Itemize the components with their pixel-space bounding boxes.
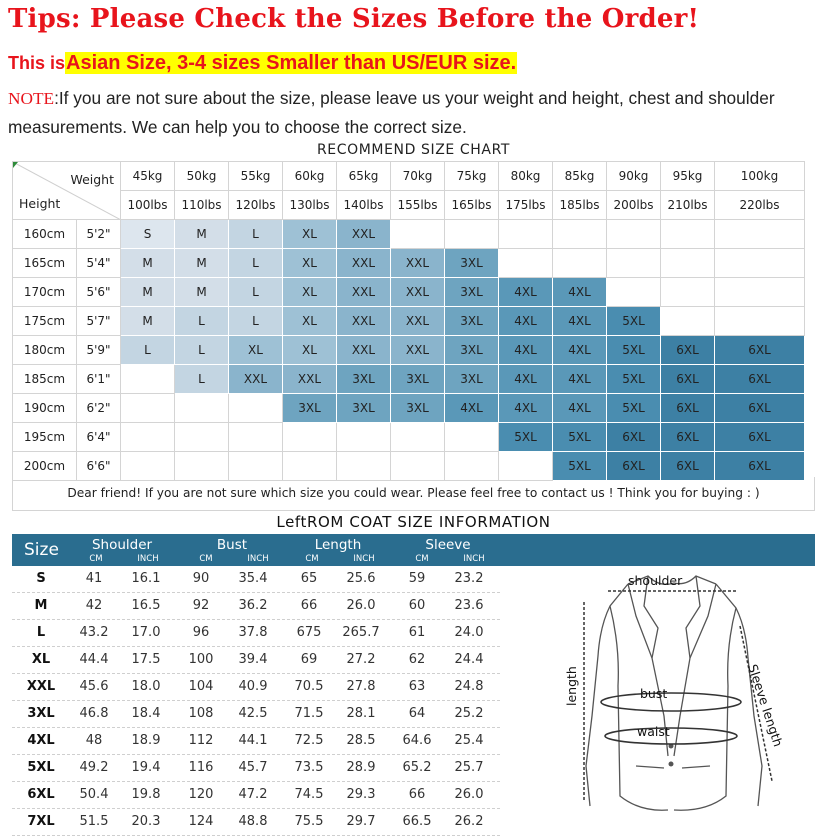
notice-prefix: This is [8,53,66,73]
coat-size-row [12,620,500,647]
weight-lbs-header: 210lbs [661,191,715,220]
coat-measure-value: 96 [192,625,210,640]
coat-measure-value: 25.2 [454,706,484,721]
contact-footer: Dear friend! If you are not sure which size you could wear. Please feel free to contact us ! Think you for buying : ) [12,477,815,511]
weight-kg-header: 90kg [607,162,661,191]
coat-size-row [12,566,500,593]
note-paragraph [8,84,813,141]
height-cm: 165cm [13,249,77,278]
height-cm: 195cm [13,423,77,452]
size-cell: L [121,336,175,365]
coat-measure-value: 64 [408,706,426,721]
coat-measure-value: 61 [408,625,426,640]
size-grid-row [13,336,805,365]
coat-measure-value: 45.7 [238,760,268,775]
size-cell: L [229,220,283,249]
coat-group-header: Sleeve [425,537,471,553]
weight-lbs-header: 200lbs [607,191,661,220]
size-cell: 6XL [715,394,805,423]
coat-measure-value: 18.0 [131,679,161,694]
size-cell: XXL [391,336,445,365]
size-cell: 5XL [553,423,607,452]
size-cell: 6XL [607,423,661,452]
coat-measure-value: 59 [408,571,426,586]
height-ft: 6'6" [77,452,121,481]
size-cell [607,220,661,249]
coat-measure-value: 48.8 [238,814,268,829]
size-cell: M [175,249,229,278]
size-cell: S [121,220,175,249]
size-header: Size [24,540,59,560]
inch-unit-label: INCH [463,554,485,564]
size-cell: 5XL [607,394,661,423]
size-cell: 6XL [661,336,715,365]
coat-measure-value: 66 [408,787,426,802]
size-cell: L [229,278,283,307]
size-cell: 4XL [499,278,553,307]
coat-measure-value: 28.5 [346,733,376,748]
coat-measure-value: 44.1 [238,733,268,748]
coat-measure-value: 23.2 [454,571,484,586]
coat-group-header: Length [314,537,362,553]
size-cell [121,365,175,394]
coat-measure-value: 48 [85,733,103,748]
weight-kg-header: 60kg [283,162,337,191]
coat-measure-value: 17.0 [131,625,161,640]
size-cell: 4XL [553,278,607,307]
size-cell: 4XL [499,365,553,394]
size-grid-row [13,249,805,278]
size-cell [391,220,445,249]
coat-measure-value: 40.9 [238,679,268,694]
size-cell: L [175,365,229,394]
size-cell: 6XL [607,452,661,481]
coat-measure-value: 69 [300,652,318,667]
height-ft: 5'6" [77,278,121,307]
coat-measure-value: 26.2 [454,814,484,829]
coat-table-header [12,534,815,566]
coat-size-label: 3XL [27,706,55,721]
coat-measure-value: 24.8 [454,679,484,694]
coat-measure-value: 18.9 [131,733,161,748]
size-cell: M [121,278,175,307]
coat-size-row [12,782,500,809]
size-cell: 3XL [445,365,499,394]
height-cm: 185cm [13,365,77,394]
size-cell: 4XL [553,365,607,394]
size-cell: 6XL [715,365,805,394]
coat-size-label: 4XL [27,733,55,748]
height-ft: 5'2" [77,220,121,249]
size-cell: 3XL [445,307,499,336]
coat-measure-value: 24.4 [454,652,484,667]
size-cell: 5XL [553,452,607,481]
coat-measure-value: 75.5 [294,814,324,829]
size-cell [445,423,499,452]
height-label: Height [19,196,61,211]
coat-measure-value: 104 [188,679,214,694]
size-cell [661,307,715,336]
weight-kg-header: 65kg [337,162,391,191]
size-cell: L [229,249,283,278]
size-cell: 6XL [661,394,715,423]
weight-lbs-header: 130lbs [283,191,337,220]
cm-unit-label: CM [305,554,319,564]
size-cell [715,307,805,336]
coat-measure-value: 27.2 [346,652,376,667]
size-cell: XL [283,278,337,307]
notice-highlight: Asian Size, 3-4 sizes Smaller than US/EUR size. [66,52,517,74]
size-cell: XXL [337,220,391,249]
chart-title: RECOMMEND SIZE CHART [316,142,511,158]
size-cell [121,394,175,423]
size-cell: 5XL [607,307,661,336]
weight-kg-header: 55kg [229,162,283,191]
coat-size-row [12,701,500,728]
coat-measure-value: 66 [300,598,318,613]
size-cell [499,249,553,278]
coat-measure-value: 44.4 [79,652,109,667]
coat-measure-value: 16.1 [131,571,161,586]
coat-measure-value: 92 [192,598,210,613]
bust-label: bust [640,686,668,701]
coat-measure-value: 124 [188,814,214,829]
coat-measure-value: 675 [296,625,322,640]
size-cell: 3XL [445,336,499,365]
size-cell: XL [283,220,337,249]
weight-kg-header: 85kg [553,162,607,191]
inch-unit-label: INCH [137,554,159,564]
size-cell [661,220,715,249]
size-cell: 3XL [283,394,337,423]
size-cell: 3XL [445,278,499,307]
size-cell [391,423,445,452]
coat-measure-value: 74.5 [294,787,324,802]
coat-measure-value: 46.8 [79,706,109,721]
inch-unit-label: INCH [353,554,375,564]
weight-label: Weight [70,172,114,187]
size-cell: XXL [337,278,391,307]
size-grid-row [13,394,805,423]
size-cell: L [229,307,283,336]
size-cell: XXL [283,365,337,394]
coat-measure-value: 28.1 [346,706,376,721]
coat-measure-value: 100 [188,652,214,667]
size-cell: M [121,249,175,278]
coat-measure-value: 25.6 [346,571,376,586]
size-grid [12,161,805,481]
size-cell [553,220,607,249]
size-cell: 4XL [553,336,607,365]
weight-kg-header: 95kg [661,162,715,191]
coat-measure-value: 19.8 [131,787,161,802]
coat-measure-value: 72.5 [294,733,324,748]
coat-size-row [12,728,500,755]
coat-measure-value: 63 [408,679,426,694]
coat-measure-value: 60 [408,598,426,613]
size-cell: XXL [337,307,391,336]
coat-size-label: 6XL [27,787,55,802]
weight-lbs-header: 185lbs [553,191,607,220]
coat-measure-value: 42.5 [238,706,268,721]
weight-lbs-header: 220lbs [715,191,805,220]
coat-measure-value: 24.0 [454,625,484,640]
size-grid-row [13,365,805,394]
coat-group-header: Bust [216,537,248,553]
cm-unit-label: CM [199,554,213,564]
size-cell: 3XL [337,365,391,394]
coat-measure-value: 42 [85,598,103,613]
coat-measure-value: 65 [300,571,318,586]
height-cm: 170cm [13,278,77,307]
coat-measure-value: 51.5 [79,814,109,829]
inch-unit-label: INCH [247,554,269,564]
size-cell: 4XL [445,394,499,423]
size-cell: M [175,278,229,307]
coat-measure-value: 90 [192,571,210,586]
height-cm: 200cm [13,452,77,481]
size-grid-row [13,278,805,307]
coat-measure-value: 112 [188,733,214,748]
size-cell: XXL [391,278,445,307]
coat-measure-value: 49.2 [79,760,109,775]
coat-size-label: 5XL [27,760,55,775]
sleeve-label: Sleeve length [745,662,786,749]
size-cell [175,423,229,452]
size-grid-row [13,423,805,452]
weight-lbs-header: 155lbs [391,191,445,220]
jacket-outline-icon [540,566,815,815]
coat-size-row [12,755,500,782]
height-ft: 5'9" [77,336,121,365]
coat-size-label: L [36,625,46,640]
coat-measure-value: 29.3 [346,787,376,802]
note-label: NOTE [8,89,55,108]
coat-measure-value: 37.8 [238,625,268,640]
weight-kg-header: 80kg [499,162,553,191]
coat-measure-value: 71.5 [294,706,324,721]
size-cell [607,278,661,307]
coat-measure-value: 116 [188,760,214,775]
coat-measure-value: 108 [188,706,214,721]
size-cell: XXL [391,249,445,278]
size-cell: L [175,307,229,336]
jacket-diagram [540,566,815,815]
coat-measure-value: 27.8 [346,679,376,694]
size-cell: 4XL [553,307,607,336]
size-cell: 5XL [607,336,661,365]
coat-measure-value: 20.3 [131,814,161,829]
coat-measure-value: 62 [408,652,426,667]
size-cell [661,249,715,278]
height-ft: 6'2" [77,394,121,423]
size-cell: 6XL [715,452,805,481]
coat-measure-value: 25.4 [454,733,484,748]
weight-kg-header: 70kg [391,162,445,191]
size-cell [715,249,805,278]
size-cell: 3XL [445,249,499,278]
coat-measure-value: 50.4 [79,787,109,802]
coat-size-label: M [34,598,48,613]
size-cell [715,220,805,249]
size-cell [283,423,337,452]
coat-title: LeftROM COAT SIZE INFORMATION [276,513,551,531]
size-cell: XL [283,336,337,365]
shoulder-label: shoulder [628,573,683,588]
height-cm: 190cm [13,394,77,423]
size-cell: 6XL [715,423,805,452]
height-cm: 180cm [13,336,77,365]
size-cell: XXL [229,365,283,394]
coat-size-label: S [36,571,46,586]
height-cm: 160cm [13,220,77,249]
coat-size-label: XL [31,652,51,667]
coat-measure-value: 45.6 [79,679,109,694]
coat-size-label: 7XL [27,814,55,829]
weight-lbs-header: 110lbs [175,191,229,220]
weight-lbs-header: 175lbs [499,191,553,220]
note-text: :If you are not sure about the size, please leave us your weight and height, chest and shoulder measurements. We can help you to choose the correct size. [8,88,775,137]
height-ft: 5'7" [77,307,121,336]
recommend-size-chart [12,139,815,511]
coat-measure-value: 16.5 [131,598,161,613]
size-cell: 6XL [661,365,715,394]
size-cell: 3XL [391,394,445,423]
size-cell [229,394,283,423]
weight-kg-header: 45kg [121,162,175,191]
coat-measure-value: 73.5 [294,760,324,775]
weight-lbs-header: 165lbs [445,191,499,220]
size-grid-row [13,220,805,249]
weight-lbs-header: 120lbs [229,191,283,220]
size-cell: 5XL [499,423,553,452]
cm-unit-label: CM [89,554,103,564]
coat-measure-value: 23.6 [454,598,484,613]
coat-measure-value: 64.6 [402,733,432,748]
size-cell: 6XL [715,336,805,365]
size-cell [499,220,553,249]
size-cell [553,249,607,278]
coat-measure-value: 65.2 [402,760,432,775]
height-ft: 6'1" [77,365,121,394]
coat-measure-value: 36.2 [238,598,268,613]
coat-size-row [12,593,500,620]
coat-measure-value: 25.7 [454,760,484,775]
coat-size-row [12,674,500,701]
coat-measure-value: 70.5 [294,679,324,694]
size-cell: 4XL [553,394,607,423]
size-cell: XXL [391,307,445,336]
coat-measure-value: 17.5 [131,652,161,667]
coat-measure-value: 39.4 [238,652,268,667]
size-cell: L [175,336,229,365]
coat-table-body [12,566,500,836]
coat-group-header: Shoulder [91,537,153,553]
size-cell [661,278,715,307]
coat-size-row [12,809,500,836]
tips-heading: Tips: Please Check the Sizes Before the Order! [8,4,700,34]
coat-measure-value: 28.9 [346,760,376,775]
size-cell: 4XL [499,307,553,336]
coat-measure-value: 29.7 [346,814,376,829]
size-cell: M [121,307,175,336]
size-cell: 3XL [391,365,445,394]
size-cell: XXL [337,249,391,278]
coat-size-row [12,647,500,674]
height-ft: 6'4" [77,423,121,452]
size-cell: 3XL [337,394,391,423]
height-ft: 5'4" [77,249,121,278]
weight-kg-header: 75kg [445,162,499,191]
coat-size-label: XXL [26,679,56,694]
coat-measure-value: 26.0 [454,787,484,802]
coat-measure-value: 265.7 [342,625,380,640]
coat-measure-value: 43.2 [79,625,109,640]
size-cell: 6XL [661,452,715,481]
coat-measure-value: 26.0 [346,598,376,613]
size-cell: 5XL [607,365,661,394]
size-cell: XXL [337,336,391,365]
size-cell [445,220,499,249]
coat-measure-value: 19.4 [131,760,161,775]
size-cell [715,278,805,307]
asian-size-notice [8,52,517,75]
coat-measure-value: 66.5 [402,814,432,829]
size-cell [175,394,229,423]
size-cell: 6XL [661,423,715,452]
coat-measure-value: 41 [85,571,103,586]
weight-kg-header: 100kg [715,162,805,191]
size-cell: XL [283,307,337,336]
coat-measure-value: 47.2 [238,787,268,802]
coat-measure-value: 35.4 [238,571,268,586]
size-cell: 4XL [499,394,553,423]
cm-unit-label: CM [415,554,429,564]
height-cm: 175cm [13,307,77,336]
size-cell [121,423,175,452]
length-label: length [564,666,579,706]
coat-measure-value: 18.4 [131,706,161,721]
size-grid-row [13,307,805,336]
waist-label: waist [637,724,670,739]
grid-corner [13,162,121,220]
size-cell: XL [283,249,337,278]
coat-measure-value: 120 [188,787,214,802]
size-cell: M [175,220,229,249]
size-cell [337,423,391,452]
size-cell: XL [229,336,283,365]
size-cell [229,423,283,452]
weight-lbs-header: 140lbs [337,191,391,220]
weight-kg-header: 50kg [175,162,229,191]
size-cell [607,249,661,278]
weight-lbs-header: 100lbs [121,191,175,220]
size-cell: 4XL [499,336,553,365]
